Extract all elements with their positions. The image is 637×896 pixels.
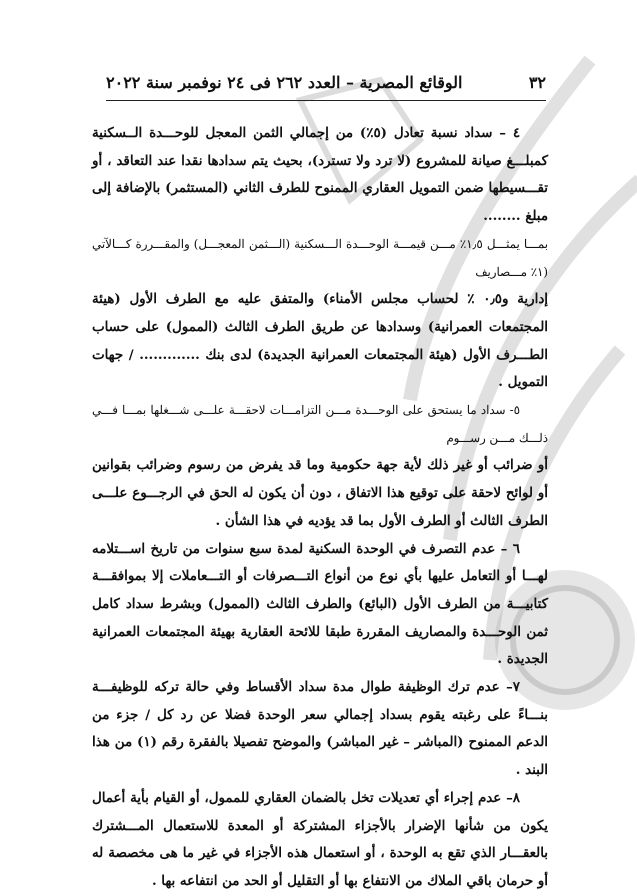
clause-4: ٤ – سداد نسبة تعادل (٥٪) من إجمالي الثمن المعجل للوحـــدة الــسكنية كمبلـــغ صيانة للمشروع (لا ترد ولا تسترد)، بحيث يتم سدادها نقدا عند التعاقد ، أو تقـــسيطها ضمن التمويل العقاري الممنوح للطرف الثاني (المستثمر) بالإضافة إلى مبلغ ........ [92, 125, 548, 225]
clause-8: ٨– عدم إجراء أي تعديلات تخل بالضمان العقاري للممول، أو القيام بأية أعمال يكون من شأنها الإضرار بالأجزاء المشتركة أو المعدة للاستعمال المـــشترك بالعقـــار الذي تقع به الوحدة ، أو استعمال هذه الأجزاء في غير ما هى مخصصة له أو حرمان باقي الملاك من الانتفاع بها أو التقليل أو الحد من انتفاعه بها . [92, 789, 548, 889]
clause-4-continuation: إدارية و٠٫٥ ٪ لحساب مجلس الأمناء) والمتفق عليه مع الطرف الأول (هيئة المجتمعات العمرانية) وسدادها عن طريق الطرف الثالث (الممول) على حساب الطـــرف الأول (هيئة المجتمعات العمرانية الجديدة) لدى بنك ............. / جهات التمويل . [92, 291, 548, 391]
running-title: الوقائع المصرية – العدد ٢٦٢ فى ٢٤ نوفمبر سنة ٢٠٢٢ [106, 72, 463, 92]
clause-5: ٥- سداد ما يستحق على الوحـــدة مـــن التزامـــات لاحقـــة علـــى شـــغلها بمـــا فـــي ذلـــك مـــن رســـوم [92, 403, 548, 445]
clause-7: ٧– عدم ترك الوظيفة طوال مدة سداد الأقساط وفي حالة تركه للوظيفـــة بنـــاءً على رغبته يقوم بسداد إجمالي سعر الوحدة فضلا عن رد كل / جزء من الدعم الممنوح (المباشر – غير المباشر) والموضح تفصيلا بالفقرة رقم (١) من هذا البند . [92, 679, 548, 779]
clause-6: ٦ – عدم التصرف في الوحدة السكنية لمدة سبع سنوات من تاريخ اســـتلامه لهـــا أو التعامل عليها بأي نوع من أنواع التـــصرفات أو التـــعاملات إلا بموافقـــة كتابيـــة من الطرف الأول (البائع) والطرف الثالث (الممول) وبشرط سداد كامل ثمن الوحـــدة والمصاريف المقررة طبقا للائحة العقارية بهيئة المجتمعات العمرانية الجديدة . [92, 540, 548, 668]
running-header [106, 66, 546, 98]
page-number: ٣٢ [528, 72, 546, 92]
clause-5-continuation: أو ضرائب أو غير ذلك لأية جهة حكومية وما قد يفرض من رسوم وضرائب بقوانين أو لوائح لاحقة على توقيع هذا الاتفاق ، دون أن يكون له الحق في الرجـــوع علـــى الطرف الثالث أو الطرف الأول بما قد يؤديه في هذا الشأن . [92, 457, 548, 529]
header-rule [106, 100, 546, 101]
clause-4-fees-line: بمـــا يمثـــل ١٫٥٪ مـــن قيمـــة الوحـــدة الـــسكنية (الـــثمن المعجـــل) والمقـــررة كـــالآتي (١٪ مـــصاريف [92, 236, 548, 279]
document-body [92, 120, 548, 896]
